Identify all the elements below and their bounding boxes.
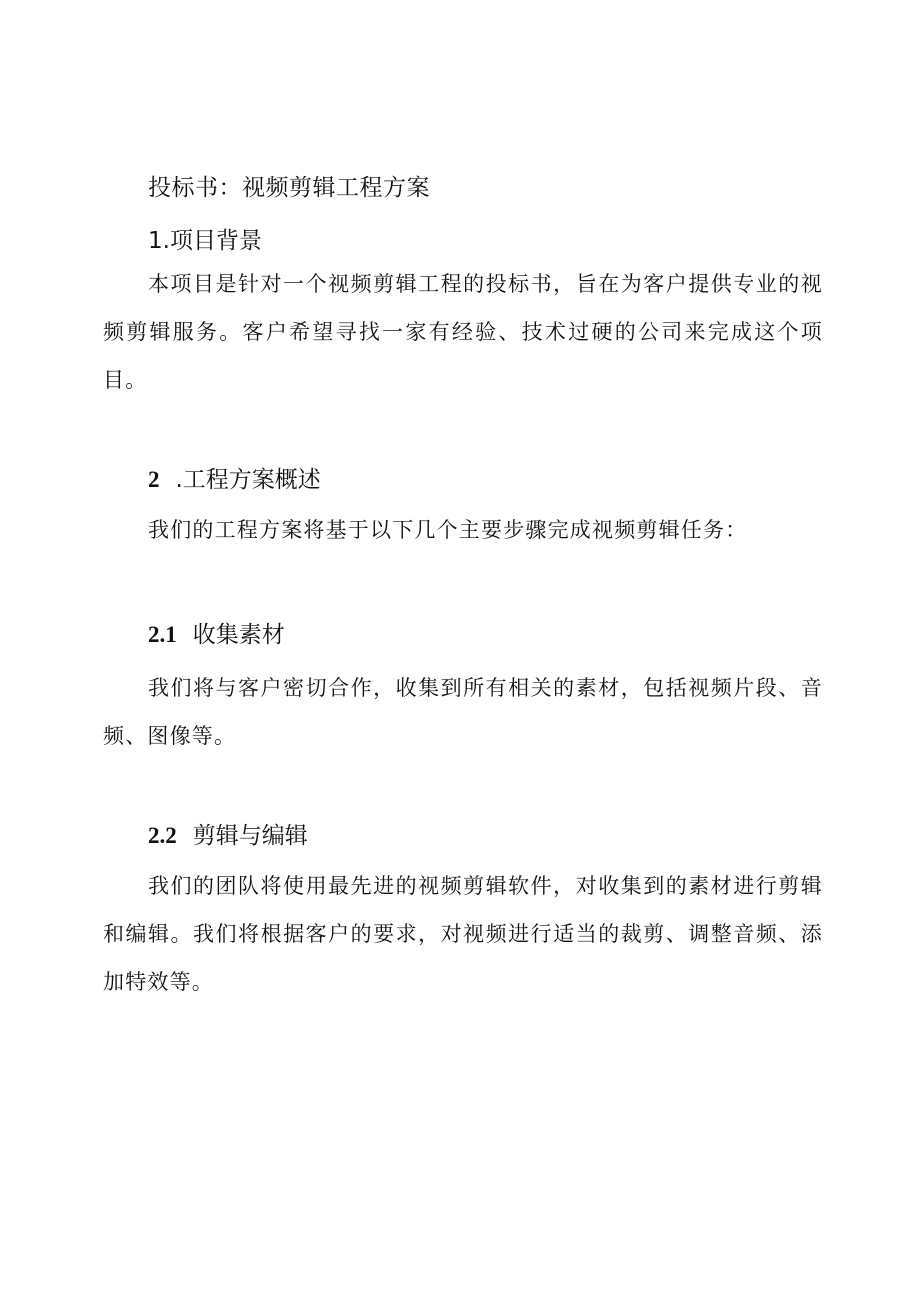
section-heading-2-2 bbox=[148, 818, 308, 854]
section-number: 2.2 bbox=[148, 823, 177, 848]
section-number: 2.1 bbox=[148, 622, 177, 647]
section-number: 1. bbox=[148, 228, 170, 254]
section-title: .工程方案概述 bbox=[175, 467, 321, 493]
section-title: 剪辑与编辑 bbox=[192, 823, 308, 849]
section-heading-1 bbox=[148, 223, 262, 259]
section-title: 收集素材 bbox=[192, 622, 285, 648]
section-title: 项目背景 bbox=[169, 228, 262, 254]
section-heading-2-1 bbox=[148, 617, 285, 653]
section-heading-2 bbox=[148, 462, 321, 498]
section-paragraph-1: 本项目是针对一个视频剪辑工程的投标书，旨在为客户提供专业的视频剪辑服务。客户希望寻找一家有经验、技术过硬的公司来完成这个项目。 bbox=[103, 272, 823, 392]
section-number: 2 bbox=[148, 467, 160, 492]
section-paragraph-2-1: 我们将与客户密切合作，收集到所有相关的素材，包括视频片段、音频、图像等。 bbox=[103, 676, 823, 748]
section-paragraph-2: 我们的工程方案将基于以下几个主要步骤完成视频剪辑任务： bbox=[148, 518, 748, 542]
document-title: 投标书：视频剪辑工程方案 bbox=[148, 175, 430, 201]
section-paragraph-2-2: 我们的团队将使用最先进的视频剪辑软件，对收集到的素材进行剪辑和编辑。我们将根据客户的要求，对视频进行适当的裁剪、调整音频、添加特效等。 bbox=[103, 874, 823, 994]
